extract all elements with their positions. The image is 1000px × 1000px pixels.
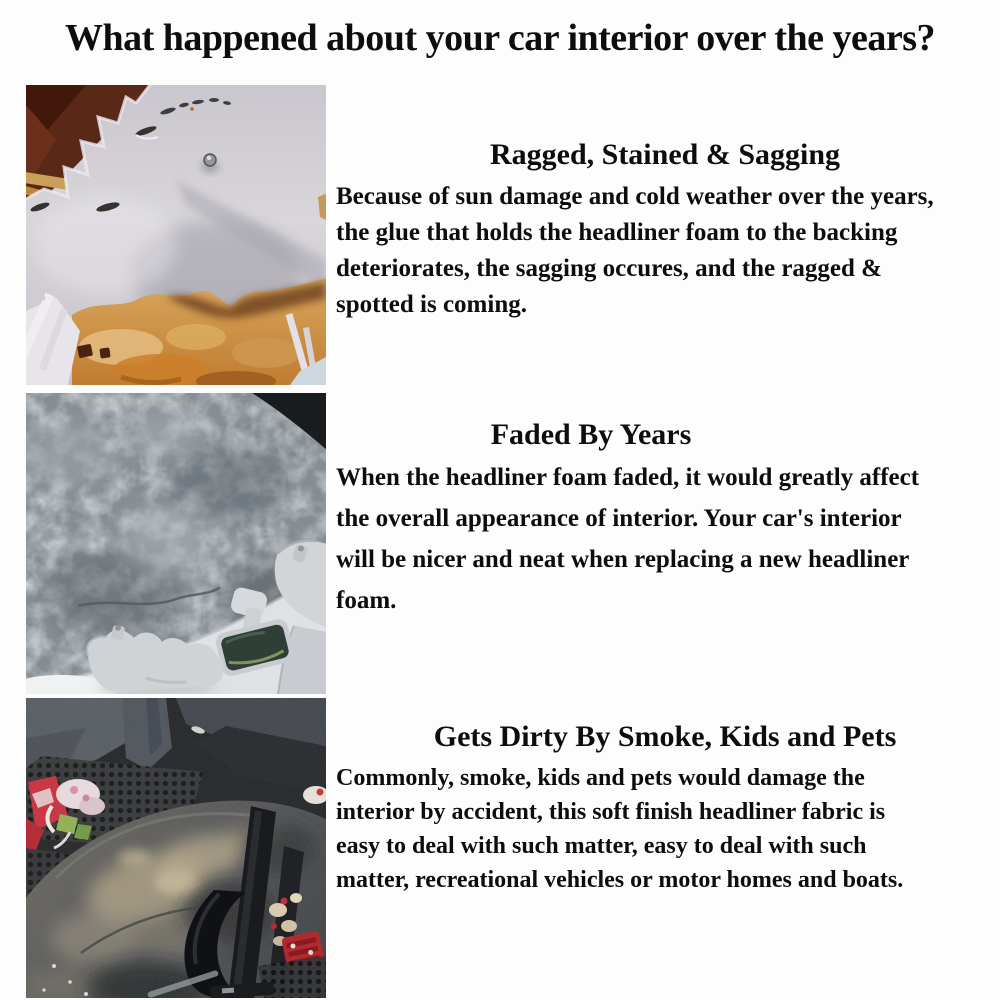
section-text-line: the glue that holds the headliner foam to the backing [336, 219, 898, 246]
dirty-child-seat-photo [26, 698, 326, 998]
section-text-line: foam. [336, 587, 397, 614]
section-text-line: the overall appearance of interior. Your car's interior [336, 505, 902, 532]
section-ragged-stained-sagging [333, 137, 997, 323]
section-text-line: Because of sun damage and cold weather over the years, [336, 183, 934, 210]
section-text-line: spotted is coming. [336, 291, 527, 318]
section-heading: Faded By Years [490, 418, 692, 451]
ragged-sagging-headliner-photo [26, 85, 326, 385]
section-text-line: interior by accident, this soft finish headliner fabric is [336, 799, 886, 825]
page-title: What happened about your car interior over the years? [64, 17, 935, 59]
section-text-line: deteriorates, the sagging occures, and the ragged & [336, 255, 882, 282]
section-text-line: When the headliner foam faded, it would greatly affect [336, 464, 920, 491]
section-text-line: easy to deal with such matter, easy to deal with such [336, 833, 867, 859]
section-heading: Ragged, Stained & Sagging [489, 138, 841, 171]
section-text-line: Commonly, smoke, kids and pets would damage the [336, 765, 865, 791]
section-text-line: will be nicer and neat when replacing a new headliner [336, 546, 910, 573]
section-gets-dirty [333, 719, 997, 897]
section-faded-by-years [333, 417, 997, 621]
section-heading: Gets Dirty By Smoke, Kids and Pets [433, 720, 897, 753]
section-text-line: matter, recreational vehicles or motor homes and boats. [336, 867, 904, 893]
